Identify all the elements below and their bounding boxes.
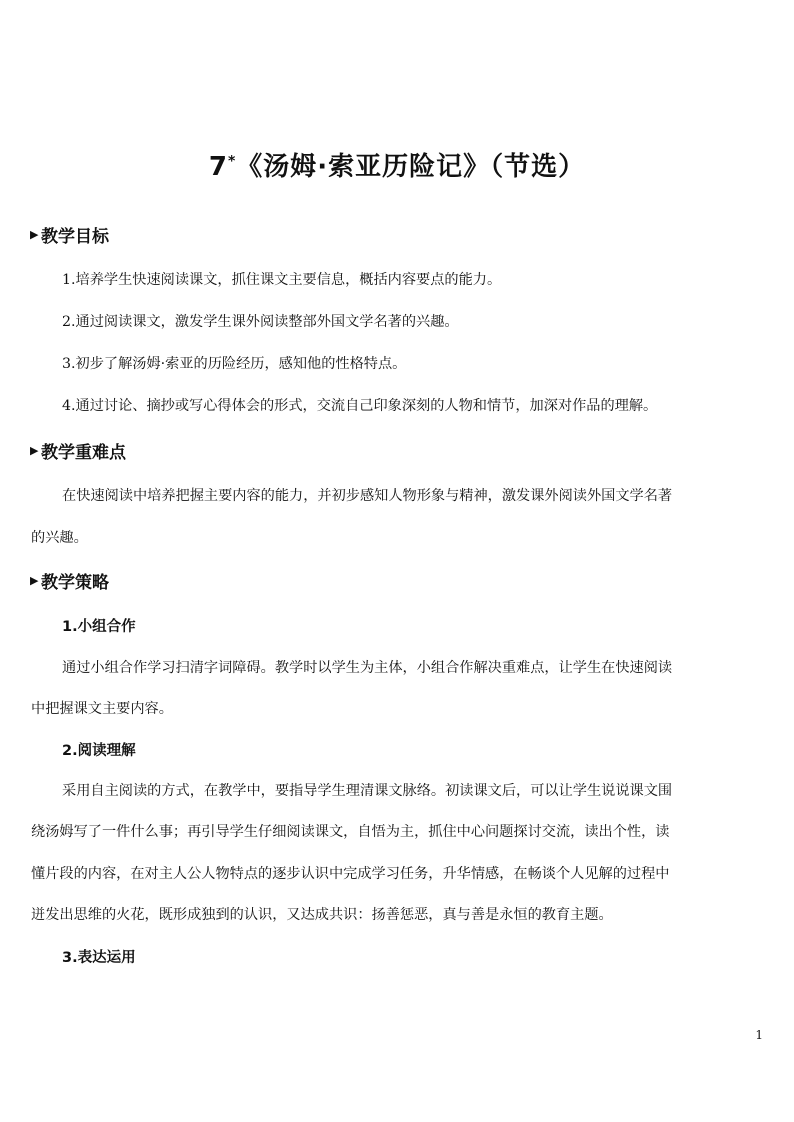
objective-item: 1.培养学生快速阅读课文，抓住课文主要信息，概括内容要点的能力。 — [62, 272, 502, 288]
document-title — [0, 146, 794, 183]
section-heading-label: 教学目标 — [41, 227, 109, 247]
strategy-subheading: 1.小组合作 — [62, 619, 136, 635]
key-points-text: 在快速阅读中培养把握主要内容的能力，并初步感知人物形象与精神，激发课外阅读外国文学名著 — [62, 488, 673, 504]
strategy-subheading: 2.阅读理解 — [62, 743, 136, 759]
section-heading-label: 教学重难点 — [41, 443, 126, 463]
strategy-subheading: 3.表达运用 — [62, 950, 136, 966]
triangle-right-icon: ▶ — [30, 574, 39, 587]
strategy-text: 通过小组合作学习扫清字词障碍。教学时以学生为主体，小组合作解决重难点，让学生在快速阅读 — [62, 660, 673, 676]
section-heading-strategy — [30, 568, 109, 593]
objective-item: 3.初步了解汤姆·索亚的历险经历，感知他的性格特点。 — [62, 356, 407, 372]
triangle-right-icon: ▶ — [30, 444, 39, 457]
title-number: 7 — [208, 152, 228, 182]
strategy-text: 绕汤姆写了一件什么事；再引导学生仔细阅读课文，自悟为主，抓住中心问题探讨交流，读出个性，读 — [31, 824, 670, 840]
title-text: 《汤姆·索亚历险记》（节选） — [236, 152, 586, 182]
section-heading-label: 教学策略 — [41, 573, 109, 593]
strategy-text: 采用自主阅读的方式，在教学中，要指导学生理清课文脉络。初读课文后，可以让学生说说课文围 — [62, 783, 673, 799]
page-number: 1 — [755, 1028, 763, 1042]
section-heading-key-points — [30, 438, 126, 463]
key-points-text: 的兴趣。 — [31, 530, 88, 546]
strategy-text: 迸发出思维的火花，既形成独到的认识，又达成共识：扬善惩恶，真与善是永恒的教育主题。 — [31, 907, 613, 923]
strategy-text: 中把握课文主要内容。 — [31, 701, 173, 717]
triangle-right-icon: ▶ — [30, 228, 39, 241]
objective-item: 4.通过讨论、摘抄或写心得体会的形式，交流自己印象深刻的人物和情节，加深对作品的理解。 — [62, 398, 658, 414]
objective-item: 2.通过阅读课文，激发学生课外阅读整部外国文学名著的兴趣。 — [62, 314, 459, 330]
strategy-text: 懂片段的内容，在对主人公人物特点的逐步认识中完成学习任务，升华情感，在畅谈个人见解的过程中 — [31, 866, 670, 882]
title-asterisk: * — [227, 153, 237, 170]
section-heading-objectives — [30, 222, 109, 247]
